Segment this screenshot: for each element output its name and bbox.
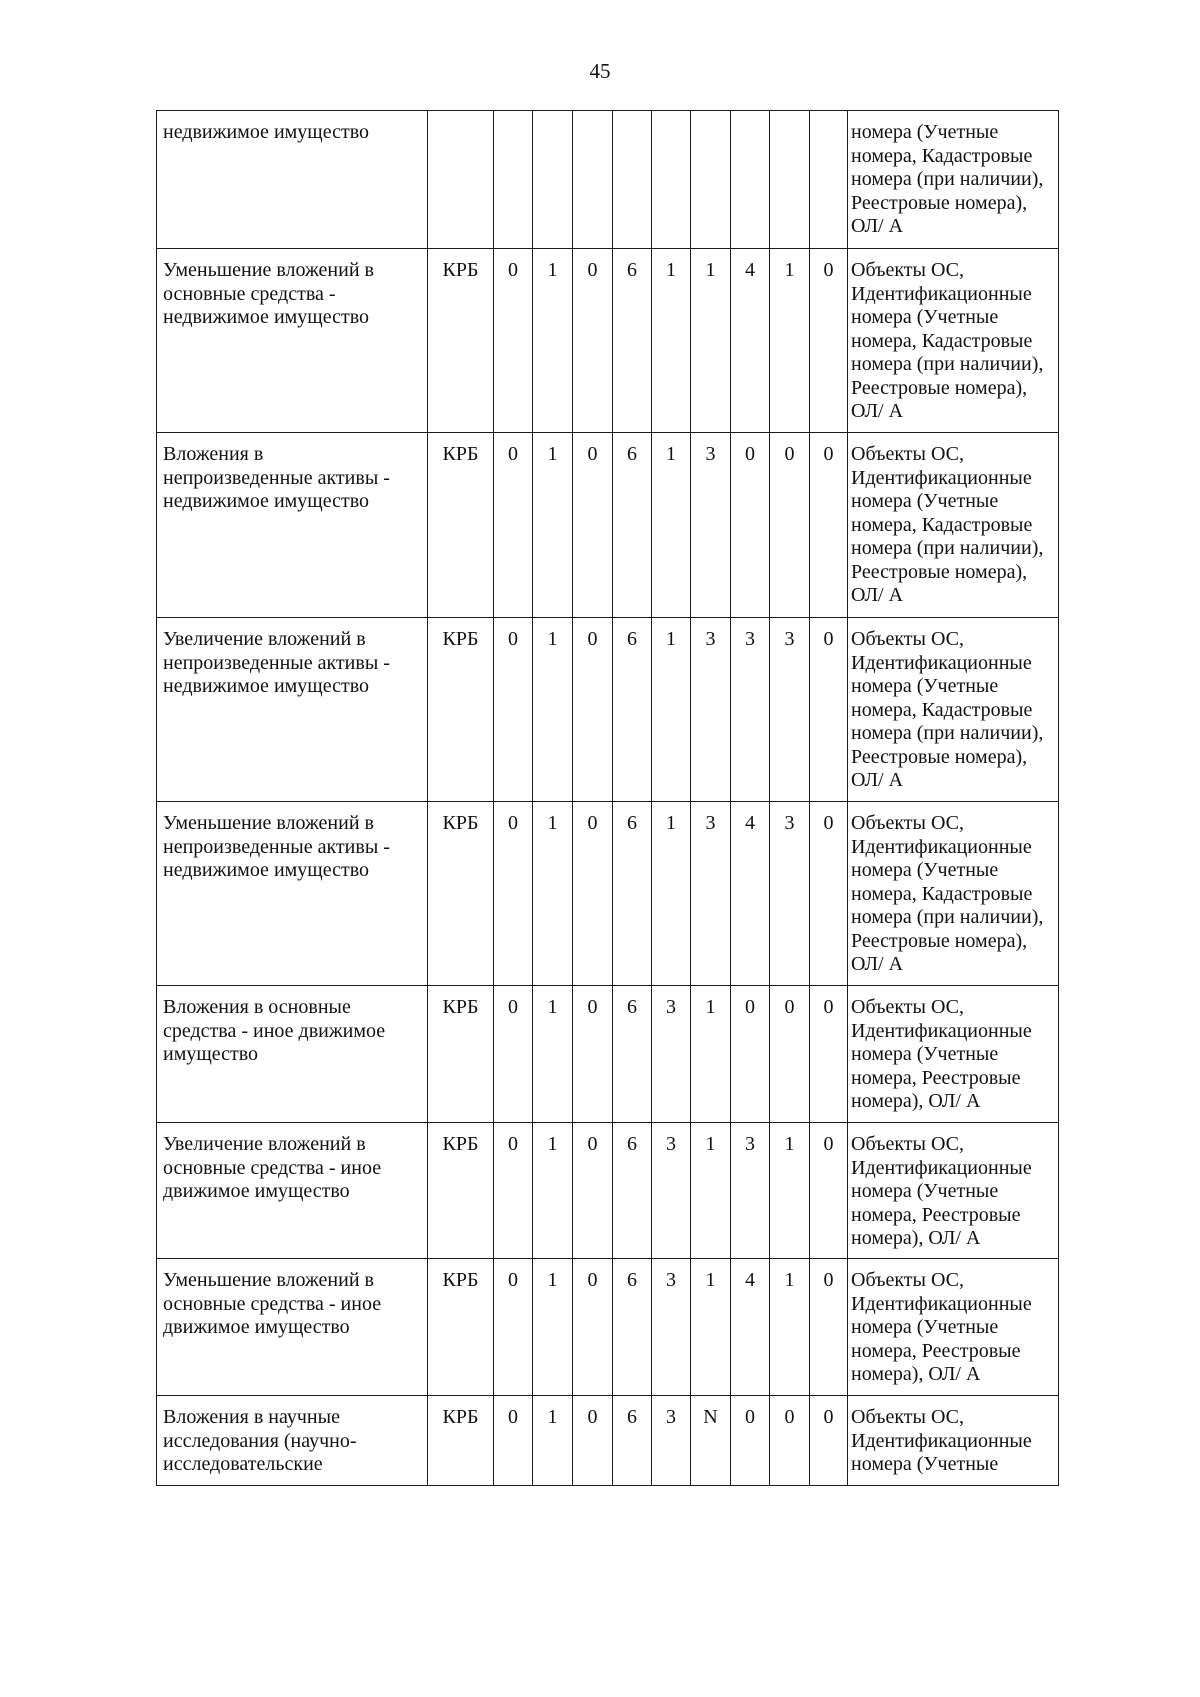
source-code-cell: КРБ bbox=[428, 618, 494, 802]
account-digit-cell: 0 bbox=[494, 433, 533, 618]
account-digit-cell: 0 bbox=[810, 618, 848, 802]
account-digit-cell: 6 bbox=[613, 1123, 652, 1259]
analytics-objects-cell: Объекты ОС, Идентификационные номера (Учетные номера, Реестровые номера), ОЛ/ А bbox=[848, 1123, 1059, 1259]
account-name-cell: Уменьшение вложений в непроизведенные активы - недвижимое имущество bbox=[157, 802, 428, 986]
account-digit-cell: 0 bbox=[573, 249, 613, 433]
analytics-objects-cell: Объекты ОС, Идентификационные номера (Учетные номера, Кадастровые номера (при наличии), Реестровые номера), ОЛ/ А bbox=[848, 433, 1059, 618]
analytics-objects-cell: Объекты ОС, Идентификационные номера (Учетные номера, Реестровые номера), ОЛ/ А bbox=[848, 986, 1059, 1123]
account-digit-cell: 0 bbox=[770, 986, 810, 1123]
account-digit-cell: 0 bbox=[573, 1123, 613, 1259]
account-digit-cell: 1 bbox=[691, 1259, 731, 1396]
account-name-cell: недвижимое имущество bbox=[157, 111, 428, 249]
account-digit-cell: 1 bbox=[770, 249, 810, 433]
account-digit-cell: 1 bbox=[533, 986, 573, 1123]
account-digit-cell: 3 bbox=[770, 802, 810, 986]
account-digit-cell: 3 bbox=[691, 802, 731, 986]
account-digit-cell: 1 bbox=[691, 249, 731, 433]
source-code-cell: КРБ bbox=[428, 1123, 494, 1259]
account-digit-cell: 1 bbox=[652, 618, 691, 802]
account-digit-cell: 1 bbox=[533, 1123, 573, 1259]
account-digit-cell: 1 bbox=[770, 1123, 810, 1259]
account-digit-cell: 3 bbox=[652, 1123, 691, 1259]
account-digit-cell: 0 bbox=[810, 1396, 848, 1486]
analytics-objects-cell: Объекты ОС, Идентификационные номера (Учетные номера, Кадастровые номера (при наличии), Реестровые номера), ОЛ/ А bbox=[848, 802, 1059, 986]
analytics-objects-cell: Объекты ОС, Идентификационные номера (Учетные номера, Реестровые номера), ОЛ/ А bbox=[848, 1259, 1059, 1396]
source-code-cell: КРБ bbox=[428, 802, 494, 986]
account-name-cell: Вложения в непроизведенные активы - недвижимое имущество bbox=[157, 433, 428, 618]
account-digit-cell: 0 bbox=[573, 1259, 613, 1396]
analytics-objects-cell: номера (Учетные номера, Кадастровые номера (при наличии), Реестровые номера), ОЛ/ А bbox=[848, 111, 1059, 249]
account-digit-cell bbox=[731, 111, 770, 249]
account-digit-cell: 1 bbox=[652, 433, 691, 618]
table-row bbox=[157, 1123, 1059, 1259]
account-name-cell: Уменьшение вложений в основные средства - иное движимое имущество bbox=[157, 1259, 428, 1396]
analytics-objects-cell: Объекты ОС, Идентификационные номера (Учетные bbox=[848, 1396, 1059, 1486]
account-digit-cell: 6 bbox=[613, 249, 652, 433]
account-digit-cell: 0 bbox=[810, 249, 848, 433]
account-digit-cell: 0 bbox=[573, 433, 613, 618]
account-digit-cell: 0 bbox=[494, 1259, 533, 1396]
account-digit-cell: 1 bbox=[533, 433, 573, 618]
account-digit-cell: 0 bbox=[770, 1396, 810, 1486]
account-digit-cell: 3 bbox=[652, 1396, 691, 1486]
account-digit-cell: 0 bbox=[573, 802, 613, 986]
account-digit-cell: 3 bbox=[731, 1123, 770, 1259]
table-row bbox=[157, 1259, 1059, 1396]
account-digit-cell: 6 bbox=[613, 618, 652, 802]
account-digit-cell bbox=[810, 111, 848, 249]
account-digit-cell: 1 bbox=[533, 1259, 573, 1396]
account-name-cell: Вложения в основные средства - иное движимое имущество bbox=[157, 986, 428, 1123]
account-digit-cell: 1 bbox=[533, 1396, 573, 1486]
account-name-cell: Увеличение вложений в непроизведенные активы - недвижимое имущество bbox=[157, 618, 428, 802]
account-digit-cell: 0 bbox=[573, 1396, 613, 1486]
account-digit-cell: 0 bbox=[810, 1123, 848, 1259]
account-digit-cell: 0 bbox=[494, 1123, 533, 1259]
account-digit-cell: 0 bbox=[494, 249, 533, 433]
analytics-objects-cell: Объекты ОС, Идентификационные номера (Учетные номера, Кадастровые номера (при наличии), Реестровые номера), ОЛ/ А bbox=[848, 249, 1059, 433]
account-digit-cell: 1 bbox=[652, 802, 691, 986]
account-digit-cell bbox=[691, 111, 731, 249]
account-digit-cell bbox=[573, 111, 613, 249]
account-digit-cell: 3 bbox=[691, 433, 731, 618]
accounts-table bbox=[156, 110, 1059, 1486]
account-digit-cell: 4 bbox=[731, 249, 770, 433]
account-digit-cell: 3 bbox=[691, 618, 731, 802]
page-number: 45 bbox=[589, 59, 611, 83]
account-digit-cell: 6 bbox=[613, 1396, 652, 1486]
account-digit-cell: 0 bbox=[494, 618, 533, 802]
account-digit-cell: 0 bbox=[731, 433, 770, 618]
account-digit-cell: 3 bbox=[652, 986, 691, 1123]
table-row bbox=[157, 802, 1059, 986]
source-code-cell: КРБ bbox=[428, 249, 494, 433]
account-name-cell: Уменьшение вложений в основные средства - недвижимое имущество bbox=[157, 249, 428, 433]
table-row bbox=[157, 249, 1059, 433]
account-name-cell: Увеличение вложений в основные средства - иное движимое имущество bbox=[157, 1123, 428, 1259]
account-digit-cell: 1 bbox=[691, 986, 731, 1123]
account-digit-cell: 1 bbox=[770, 1259, 810, 1396]
account-digit-cell: 0 bbox=[731, 1396, 770, 1486]
account-digit-cell bbox=[533, 111, 573, 249]
source-code-cell: КРБ bbox=[428, 433, 494, 618]
account-digit-cell: 0 bbox=[770, 433, 810, 618]
table-row bbox=[157, 1396, 1059, 1486]
account-digit-cell: 3 bbox=[652, 1259, 691, 1396]
account-digit-cell: 1 bbox=[533, 249, 573, 433]
table-row bbox=[157, 986, 1059, 1123]
account-digit-cell: 6 bbox=[613, 802, 652, 986]
analytics-objects-cell: Объекты ОС, Идентификационные номера (Учетные номера, Кадастровые номера (при наличии), Реестровые номера), ОЛ/ А bbox=[848, 618, 1059, 802]
table-row bbox=[157, 618, 1059, 802]
account-digit-cell: 0 bbox=[810, 986, 848, 1123]
account-digit-cell: 0 bbox=[494, 986, 533, 1123]
account-digit-cell: N bbox=[691, 1396, 731, 1486]
account-digit-cell: 0 bbox=[573, 618, 613, 802]
account-digit-cell: 0 bbox=[494, 802, 533, 986]
account-digit-cell: 0 bbox=[810, 433, 848, 618]
account-digit-cell: 0 bbox=[731, 986, 770, 1123]
account-digit-cell: 3 bbox=[731, 618, 770, 802]
account-digit-cell: 0 bbox=[494, 1396, 533, 1486]
account-digit-cell: 6 bbox=[613, 986, 652, 1123]
account-digit-cell: 4 bbox=[731, 802, 770, 986]
account-digit-cell: 1 bbox=[533, 618, 573, 802]
account-digit-cell: 1 bbox=[533, 802, 573, 986]
account-digit-cell: 3 bbox=[770, 618, 810, 802]
account-digit-cell: 6 bbox=[613, 1259, 652, 1396]
account-digit-cell: 1 bbox=[691, 1123, 731, 1259]
account-digit-cell: 4 bbox=[731, 1259, 770, 1396]
account-digit-cell: 0 bbox=[810, 1259, 848, 1396]
source-code-cell bbox=[428, 111, 494, 249]
source-code-cell: КРБ bbox=[428, 1259, 494, 1396]
account-digit-cell: 6 bbox=[613, 433, 652, 618]
account-digit-cell bbox=[613, 111, 652, 249]
account-digit-cell bbox=[652, 111, 691, 249]
account-digit-cell: 1 bbox=[652, 249, 691, 433]
account-digit-cell: 0 bbox=[810, 802, 848, 986]
account-name-cell: Вложения в научные исследования (научно- исследовательские bbox=[157, 1396, 428, 1486]
source-code-cell: КРБ bbox=[428, 986, 494, 1123]
account-digit-cell: 0 bbox=[573, 986, 613, 1123]
table-body bbox=[157, 111, 1059, 1486]
table-row bbox=[157, 433, 1059, 618]
account-digit-cell bbox=[770, 111, 810, 249]
table-row bbox=[157, 111, 1059, 249]
source-code-cell: КРБ bbox=[428, 1396, 494, 1486]
account-digit-cell bbox=[494, 111, 533, 249]
